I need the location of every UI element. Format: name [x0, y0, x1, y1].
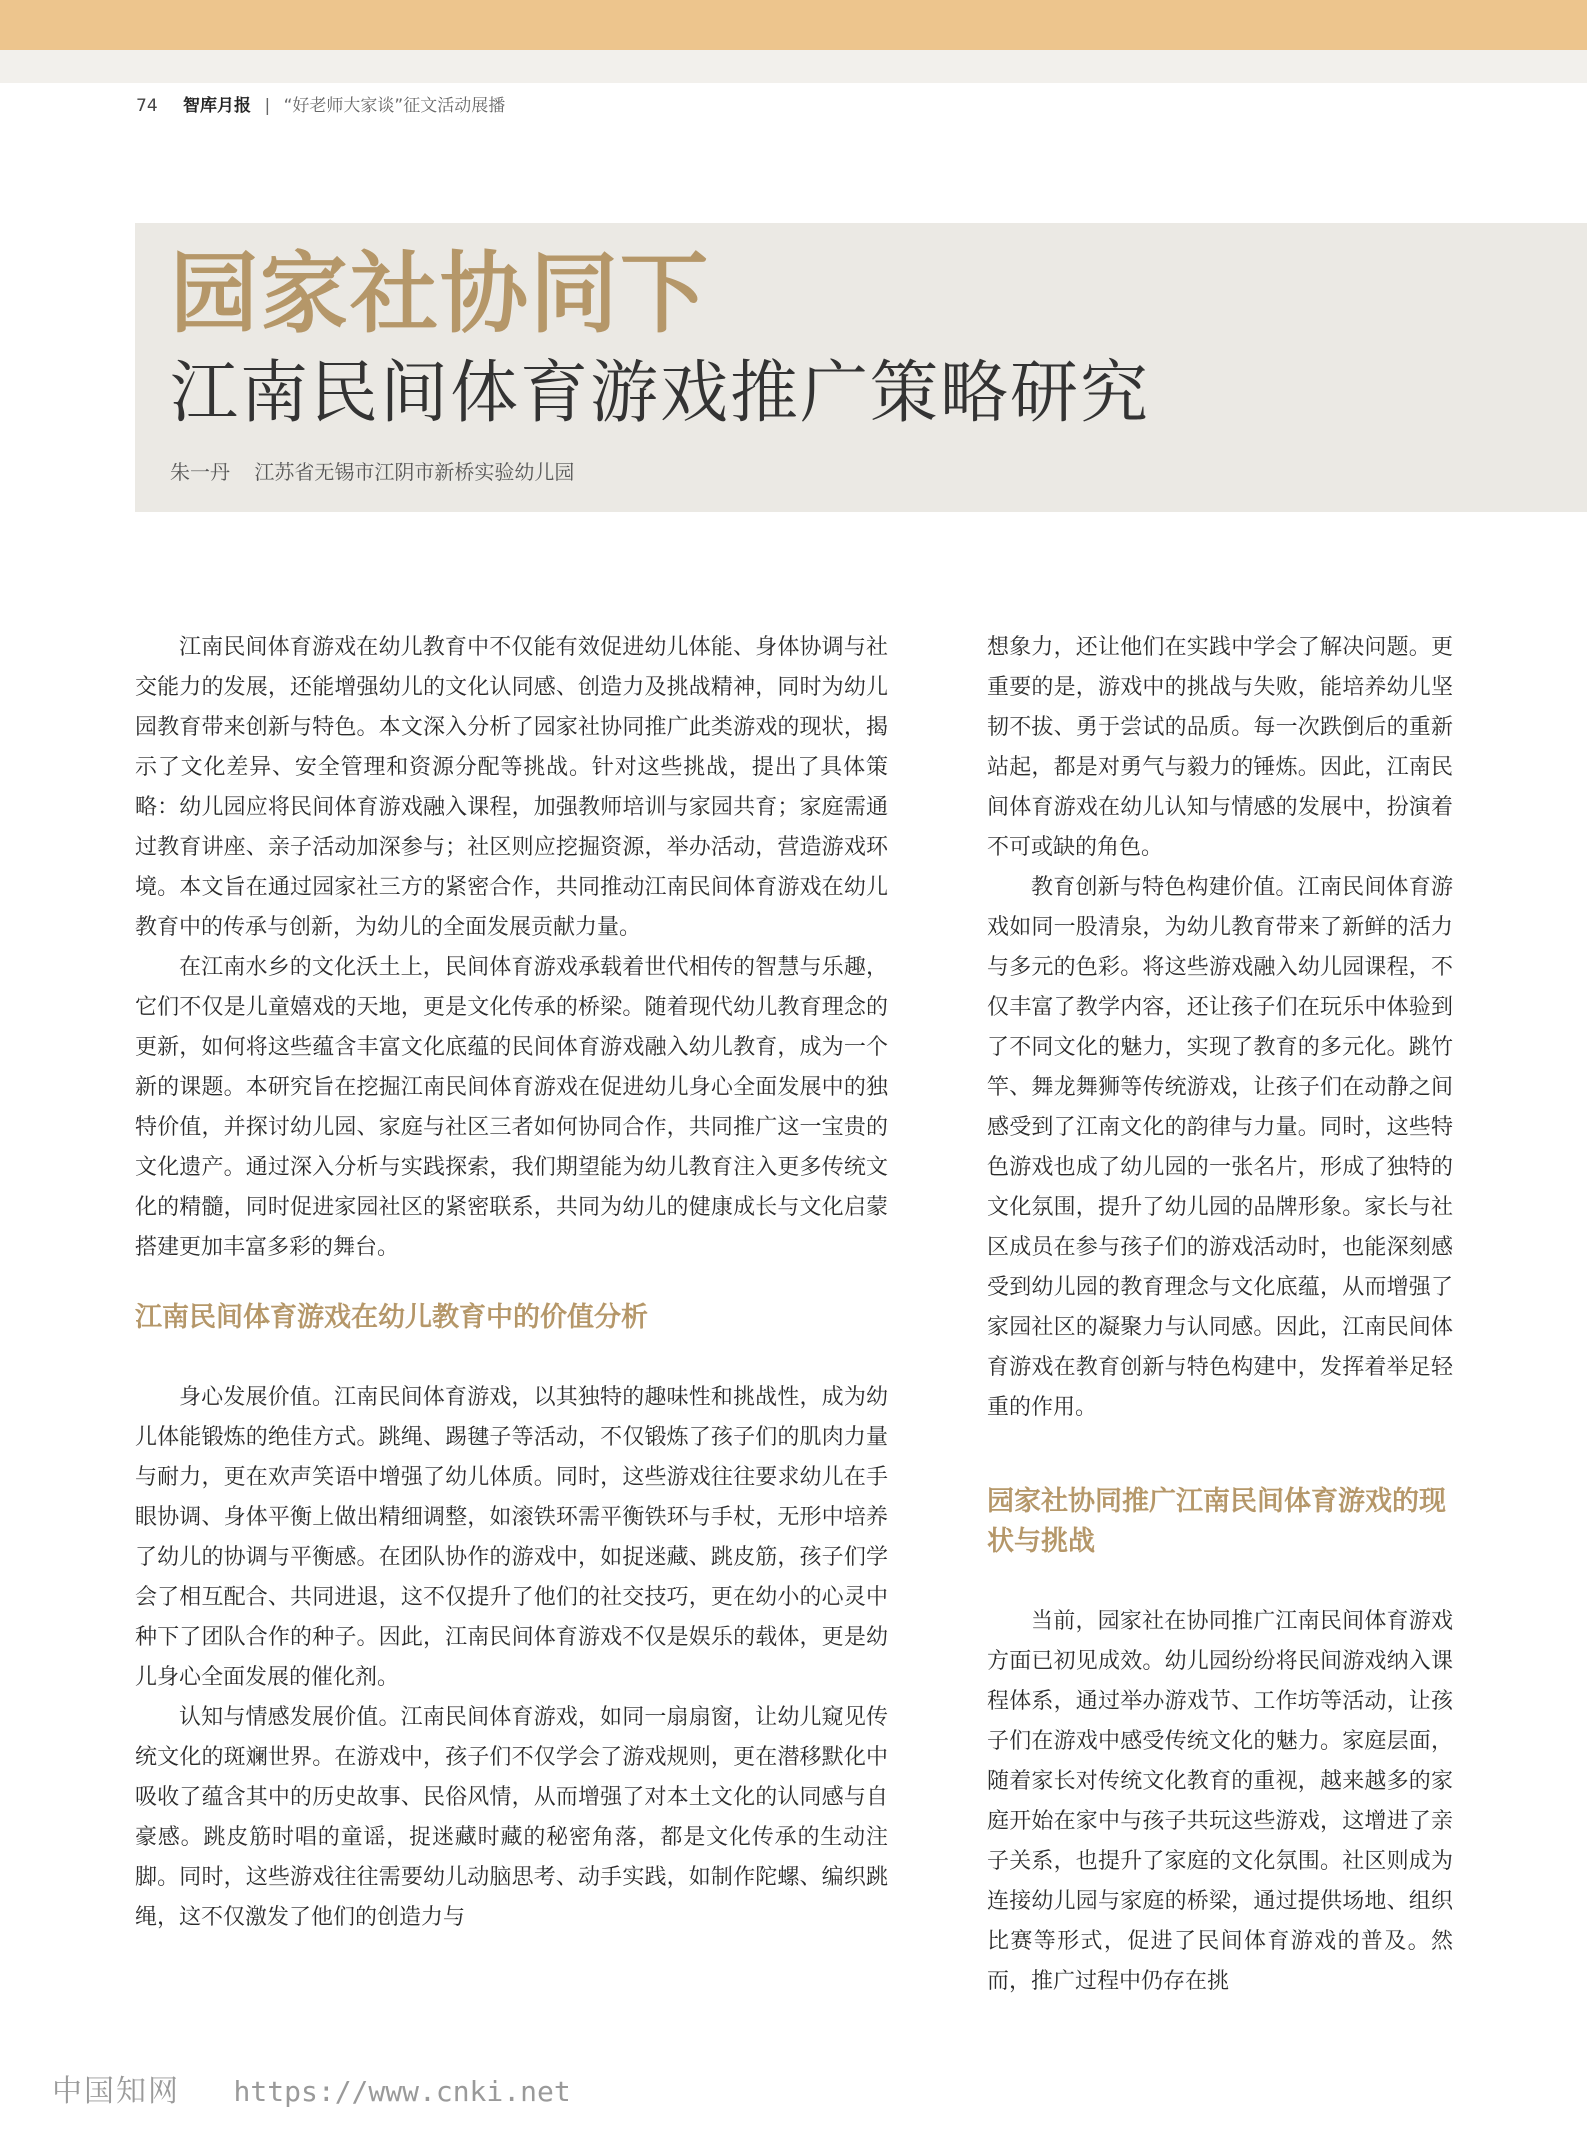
- article-title-sub: 江南民间体育游戏推广策略研究: [170, 354, 1151, 433]
- right-column: [987, 628, 1453, 2002]
- body-paragraph: 教育创新与特色构建价值。江南民间体育游戏如同一股清泉，为幼儿教育带来了新鲜的活力与多元的色彩。将这些游戏融入幼儿园课程，不仅丰富了教学内容，还让孩子们在玩乐中体验到了不同文化的魅力，实现了教育的多元化。跳竹竿、舞龙舞狮等传统游戏，让孩子们在动静之间感受到了江南文化的韵律与力量。同时，这些特色游戏也成了幼儿园的一张名片，形成了独特的文化氛围，提升了幼儿园的品牌形象。家长与社区成员在参与孩子们的游戏活动时，也能深刻感受到幼儿园的教育理念与文化底蕴，从而增强了家园社区的凝聚力与认同感。因此，江南民间体育游戏在教育创新与特色构建中，发挥着举足轻重的作用。: [987, 875, 1453, 1420]
- body-paragraph: 身心发展价值。江南民间体育游戏，以其独特的趣味性和挑战性，成为幼儿体能锻炼的绝佳方式。跳绳、踢毽子等活动，不仅锻炼了孩子们的肌肉力量与耐力，更在欢声笑语中增强了幼儿体质。同时，这些游戏往往要求幼儿在手眼协调、身体平衡上做出精细调整，如滚铁环需平衡铁环与手杖，无形中培养了幼儿的协调与平衡感。在团队协作的游戏中，如捉迷藏、跳皮筋，孩子们学会了相互配合、共同进退，这不仅提升了他们的社交技巧，更在幼小的心灵中种下了团队合作的种子。因此，江南民间体育游戏不仅是娱乐的载体，更是幼儿身心全面发展的催化剂。: [135, 1385, 888, 1690]
- journal-name: 智库月报: [183, 96, 252, 116]
- running-head: [136, 91, 505, 116]
- watermark-name: 中国知网: [52, 2074, 180, 2109]
- byline: [170, 456, 574, 485]
- section-heading-value-analysis: 江南民间体育游戏在幼儿教育中的价值分析: [135, 1302, 648, 1333]
- header-separator: |: [264, 96, 271, 116]
- author-affiliation: 江苏省无锡市江阴市新桥实验幼儿园: [254, 460, 575, 484]
- author-name: 朱一丹: [170, 460, 230, 484]
- watermark-url: https://www.cnki.net: [233, 2075, 571, 2108]
- section-heading-status-challenges: 园家社协同推广江南民间体育游戏的现状与挑战: [987, 1486, 1446, 1557]
- page-number: 74: [136, 96, 158, 116]
- body-paragraph: 当前，园家社在协同推广江南民间体育游戏方面已初见成效。幼儿园纷纷将民间游戏纳入课程体系，通过举办游戏节、工作坊等活动，让孩子们在游戏中感受传统文化的魅力。家庭层面，随着家长对传统文化教育的重视，越来越多的家庭开始在家中与孩子共玩这些游戏，这增进了亲子关系，也提升了家庭的文化氛围。社区则成为连接幼儿园与家庭的桥梁，通过提供场地、组织比赛等形式，促进了民间体育游戏的普及。然而，推广过程中仍存在挑: [987, 1609, 1453, 1994]
- column-name: “好老师大家谈”征文活动展播: [283, 96, 506, 116]
- body-paragraph: 认知与情感发展价值。江南民间体育游戏，如同一扇扇窗，让幼儿窥见传统文化的斑斓世界。在游戏中，孩子们不仅学会了游戏规则，更在潜移默化中吸收了蕴含其中的历史故事、民俗风情，从而增强了对本土文化的认同感与自豪感。跳皮筋时唱的童谣，捉迷藏时藏的秘密角落，都是文化传承的生动注脚。同时，这些游戏往往需要幼儿动脑思考、动手实践，如制作陀螺、编织跳绳，这不仅激发了他们的创造力与: [135, 1705, 888, 1930]
- abstract-paragraph: 江南民间体育游戏在幼儿教育中不仅能有效促进幼儿体能、身体协调与社交能力的发展，还能增强幼儿的文化认同感、创造力及挑战精神，同时为幼儿园教育带来创新与特色。本文深入分析了园家社协同推广此类游戏的现状，揭示了文化差异、安全管理和资源分配等挑战。针对这些挑战，提出了具体策略：幼儿园应将民间体育游戏融入课程，加强教师培训与家园共育；家庭需通过教育讲座、亲子活动加深参与；社区则应挖掘资源，举办活动，营造游戏环境。本文旨在通过园家社三方的紧密合作，共同推动江南民间体育游戏在幼儿教育中的传承与创新，为幼儿的全面发展贡献力量。: [135, 635, 888, 940]
- top-color-bar: [0, 0, 1587, 50]
- top-grey-strip: [0, 50, 1587, 83]
- cnki-watermark: [52, 2066, 571, 2110]
- intro-paragraph: 在江南水乡的文化沃土上，民间体育游戏承载着世代相传的智慧与乐趣，它们不仅是儿童嬉戏的天地，更是文化传承的桥梁。随着现代幼儿教育理念的更新，如何将这些蕴含丰富文化底蕴的民间体育游戏融入幼儿教育，成为一个新的课题。本研究旨在挖掘江南民间体育游戏在促进幼儿身心全面发展中的独特价值，并探讨幼儿园、家庭与社区三者如何协同合作，共同推广这一宝贵的文化遗产。通过深入分析与实践探索，我们期望能为幼儿教育注入更多传统文化的精髓，同时促进家园社区的紧密联系，共同为幼儿的健康成长与文化启蒙搭建更加丰富多彩的舞台。: [135, 955, 888, 1260]
- article-title-main: 园家社协同下: [170, 242, 711, 345]
- left-column: [135, 628, 888, 1938]
- body-paragraph-continued: 想象力，还让他们在实践中学会了解决问题。更重要的是，游戏中的挑战与失败，能培养幼儿坚韧不拔、勇于尝试的品质。每一次跌倒后的重新站起，都是对勇气与毅力的锤炼。因此，江南民间体育游戏在幼儿认知与情感的发展中，扮演着不可或缺的角色。: [987, 635, 1453, 860]
